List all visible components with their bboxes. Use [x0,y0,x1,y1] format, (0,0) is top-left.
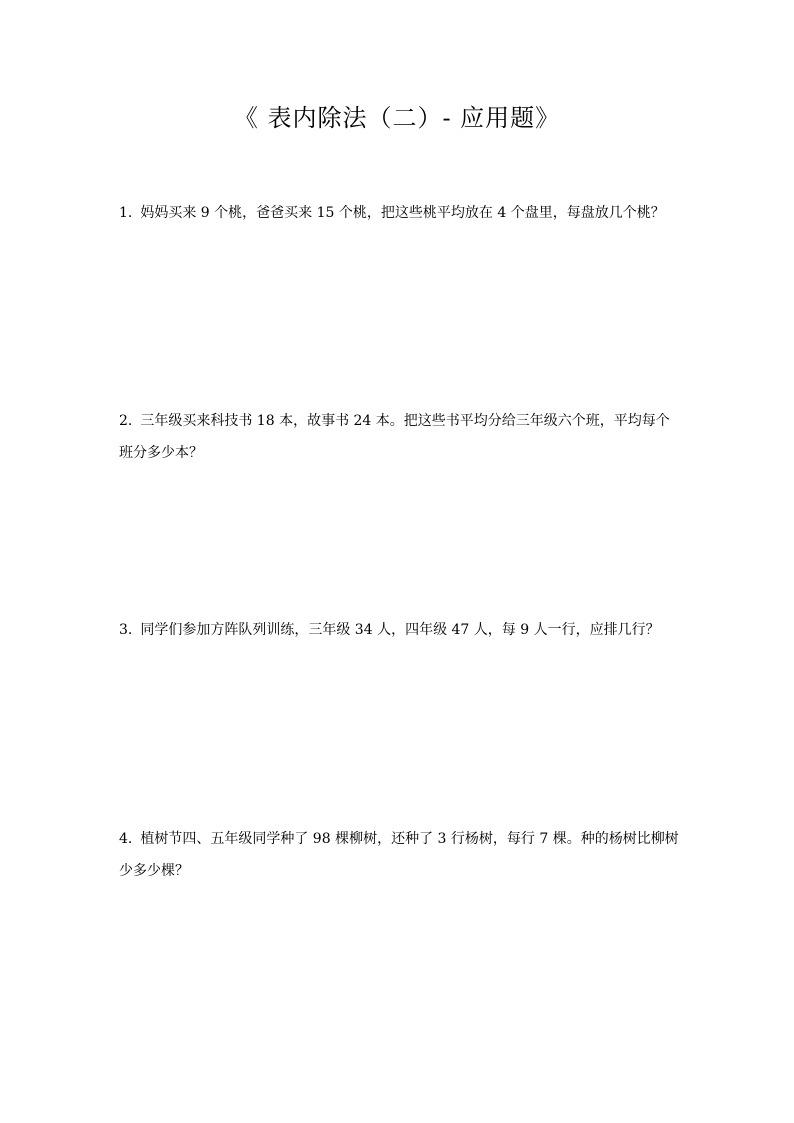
problem-text: 同学们参加方阵队列训练，三年级 34 人，四年级 47 人，每 9 人一行，应排几行？ [140,622,660,638]
page-title: 《 表内除法（二）- 应用题》 [233,104,561,132]
problem-3 [119,614,679,646]
problem-1 [119,197,679,229]
problem-text: 植树节四、五年级同学种了 98 棵柳树，还种了 3 行杨树，每行 7 棵。种的杨树比柳树少多少棵？ [119,831,679,879]
problem-number: 4. [119,831,133,847]
problem-text: 妈妈买来 9 个桃，爸爸买来 15 个桃，把这些桃平均放在 4 个盘里，每盘放几个桃？ [140,205,665,221]
problem-text: 三年级买来科技书 18 本，故事书 24 本。把这些书平均分给三年级六个班，平均每个班分多少本？ [119,413,670,461]
problem-number: 3. [119,622,133,638]
problem-2 [119,405,679,469]
problem-number: 1. [119,205,133,221]
problem-4 [119,823,679,887]
problem-number: 2. [119,413,133,429]
